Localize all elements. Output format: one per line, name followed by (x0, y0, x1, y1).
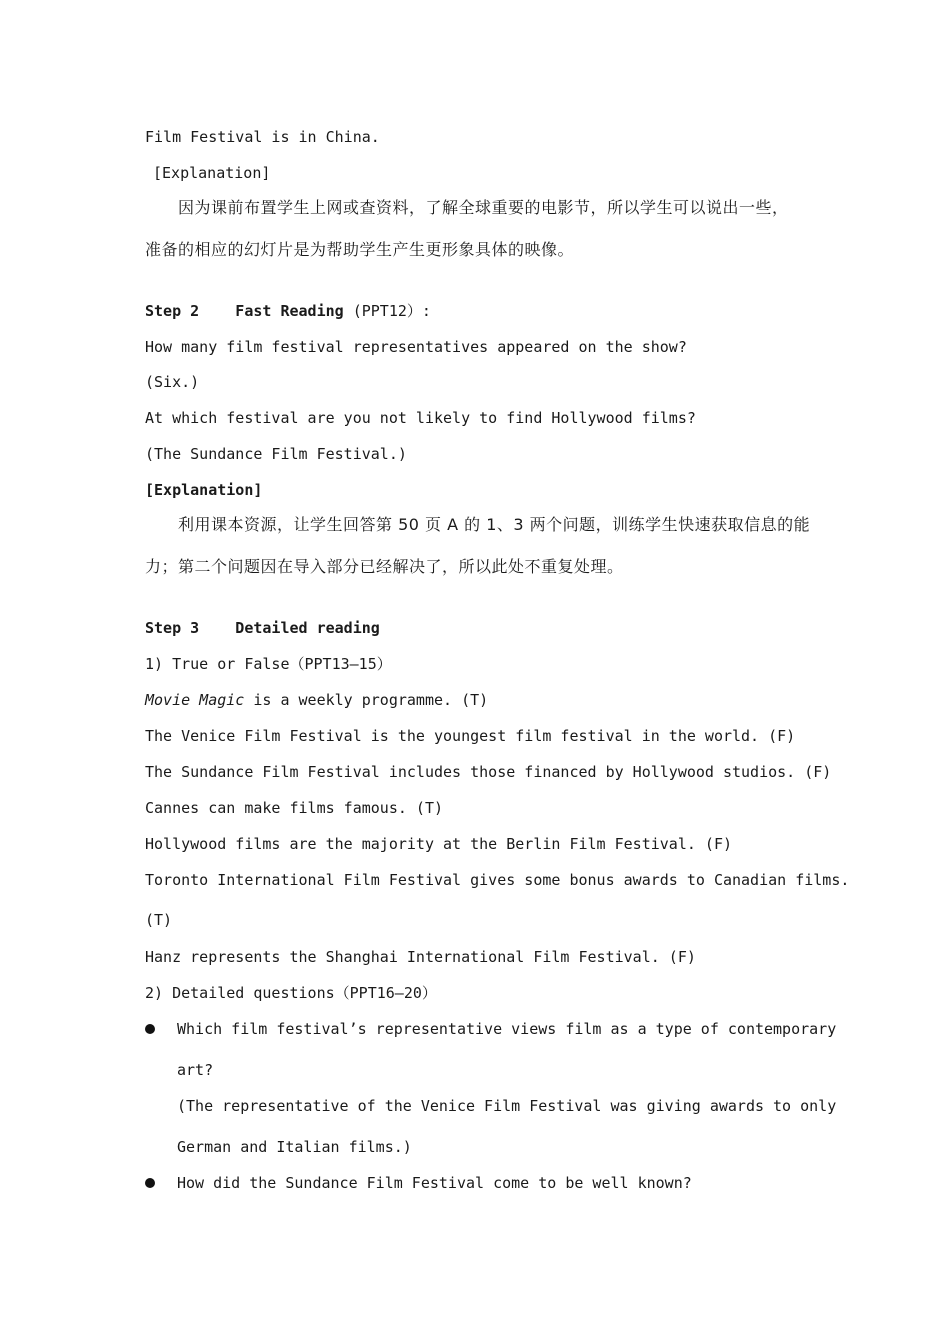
step3-heading: Step 3 Detailed reading (145, 619, 380, 637)
detailed-question: Which film festival’s representative views film as a type of contemporary (177, 1020, 837, 1038)
true-false-item (145, 690, 488, 710)
true-false-item: The Sundance Film Festival includes those financed by Hollywood studios. (F) (145, 763, 832, 781)
true-false-item: Hanz represents the Shanghai International Film Festival. (F) (145, 948, 696, 966)
true-false-title: 1) True or False（PPT13—15） (145, 655, 392, 673)
answer-line: (The Sundance Film Festival.) (145, 445, 407, 463)
true-false-item: Cannes can make films famous. (T) (145, 799, 444, 817)
explanation-text-line: 因为课前布置学生上网或查资料，了解全球重要的电影节，所以学生可以说出一些， (178, 198, 789, 217)
intro-line: Film Festival is in China. (145, 128, 380, 146)
detailed-question: How did the Sundance Film Festival come to be well known? (177, 1174, 692, 1192)
question-line: How many film festival representatives appeared on the show? (145, 338, 687, 356)
true-false-item: Toronto International Film Festival gives some bonus awards to Canadian films. (145, 871, 850, 889)
explanation-label: [Explanation] (153, 164, 271, 182)
detailed-answer: (The representative of the Venice Film Festival was giving awards to only (177, 1097, 837, 1115)
question-line: At which festival are you not likely to find Hollywood films? (145, 409, 696, 427)
true-false-item: Hollywood films are the majority at the Berlin Film Festival. (F) (145, 835, 732, 853)
explanation-text-line: 利用课本资源，让学生回答第 50 页 A 的 1、3 两个问题，训练学生快速获取信息的能 (178, 515, 811, 534)
step2-heading (145, 301, 431, 321)
step2-heading-text: Step 2 Fast Reading (145, 302, 344, 320)
true-false-item: The Venice Film Festival is the youngest film festival in the world. (F) (145, 727, 796, 745)
explanation-label: [Explanation] (145, 481, 263, 499)
bullet-icon (145, 1178, 155, 1188)
bullet-icon (145, 1024, 155, 1034)
answer-line: (Six.) (145, 373, 200, 391)
programme-title: Movie Magic (145, 691, 245, 709)
detailed-questions-title: 2) Detailed questions（PPT16—20） (145, 984, 437, 1002)
true-false-item-continued: (T) (145, 911, 173, 929)
true-false-item-text: is a weekly programme. (T) (244, 691, 489, 709)
detailed-question-continued: art? (177, 1061, 214, 1079)
step2-heading-ref: (PPT12）: (352, 302, 431, 320)
detailed-answer-continued: German and Italian films.) (177, 1138, 412, 1156)
explanation-text-line: 准备的相应的幻灯片是为帮助学生产生更形象具体的映像。 (145, 240, 575, 259)
explanation-text-line: 力；第二个问题因在导入部分已经解决了，所以此处不重复处理。 (145, 557, 624, 576)
